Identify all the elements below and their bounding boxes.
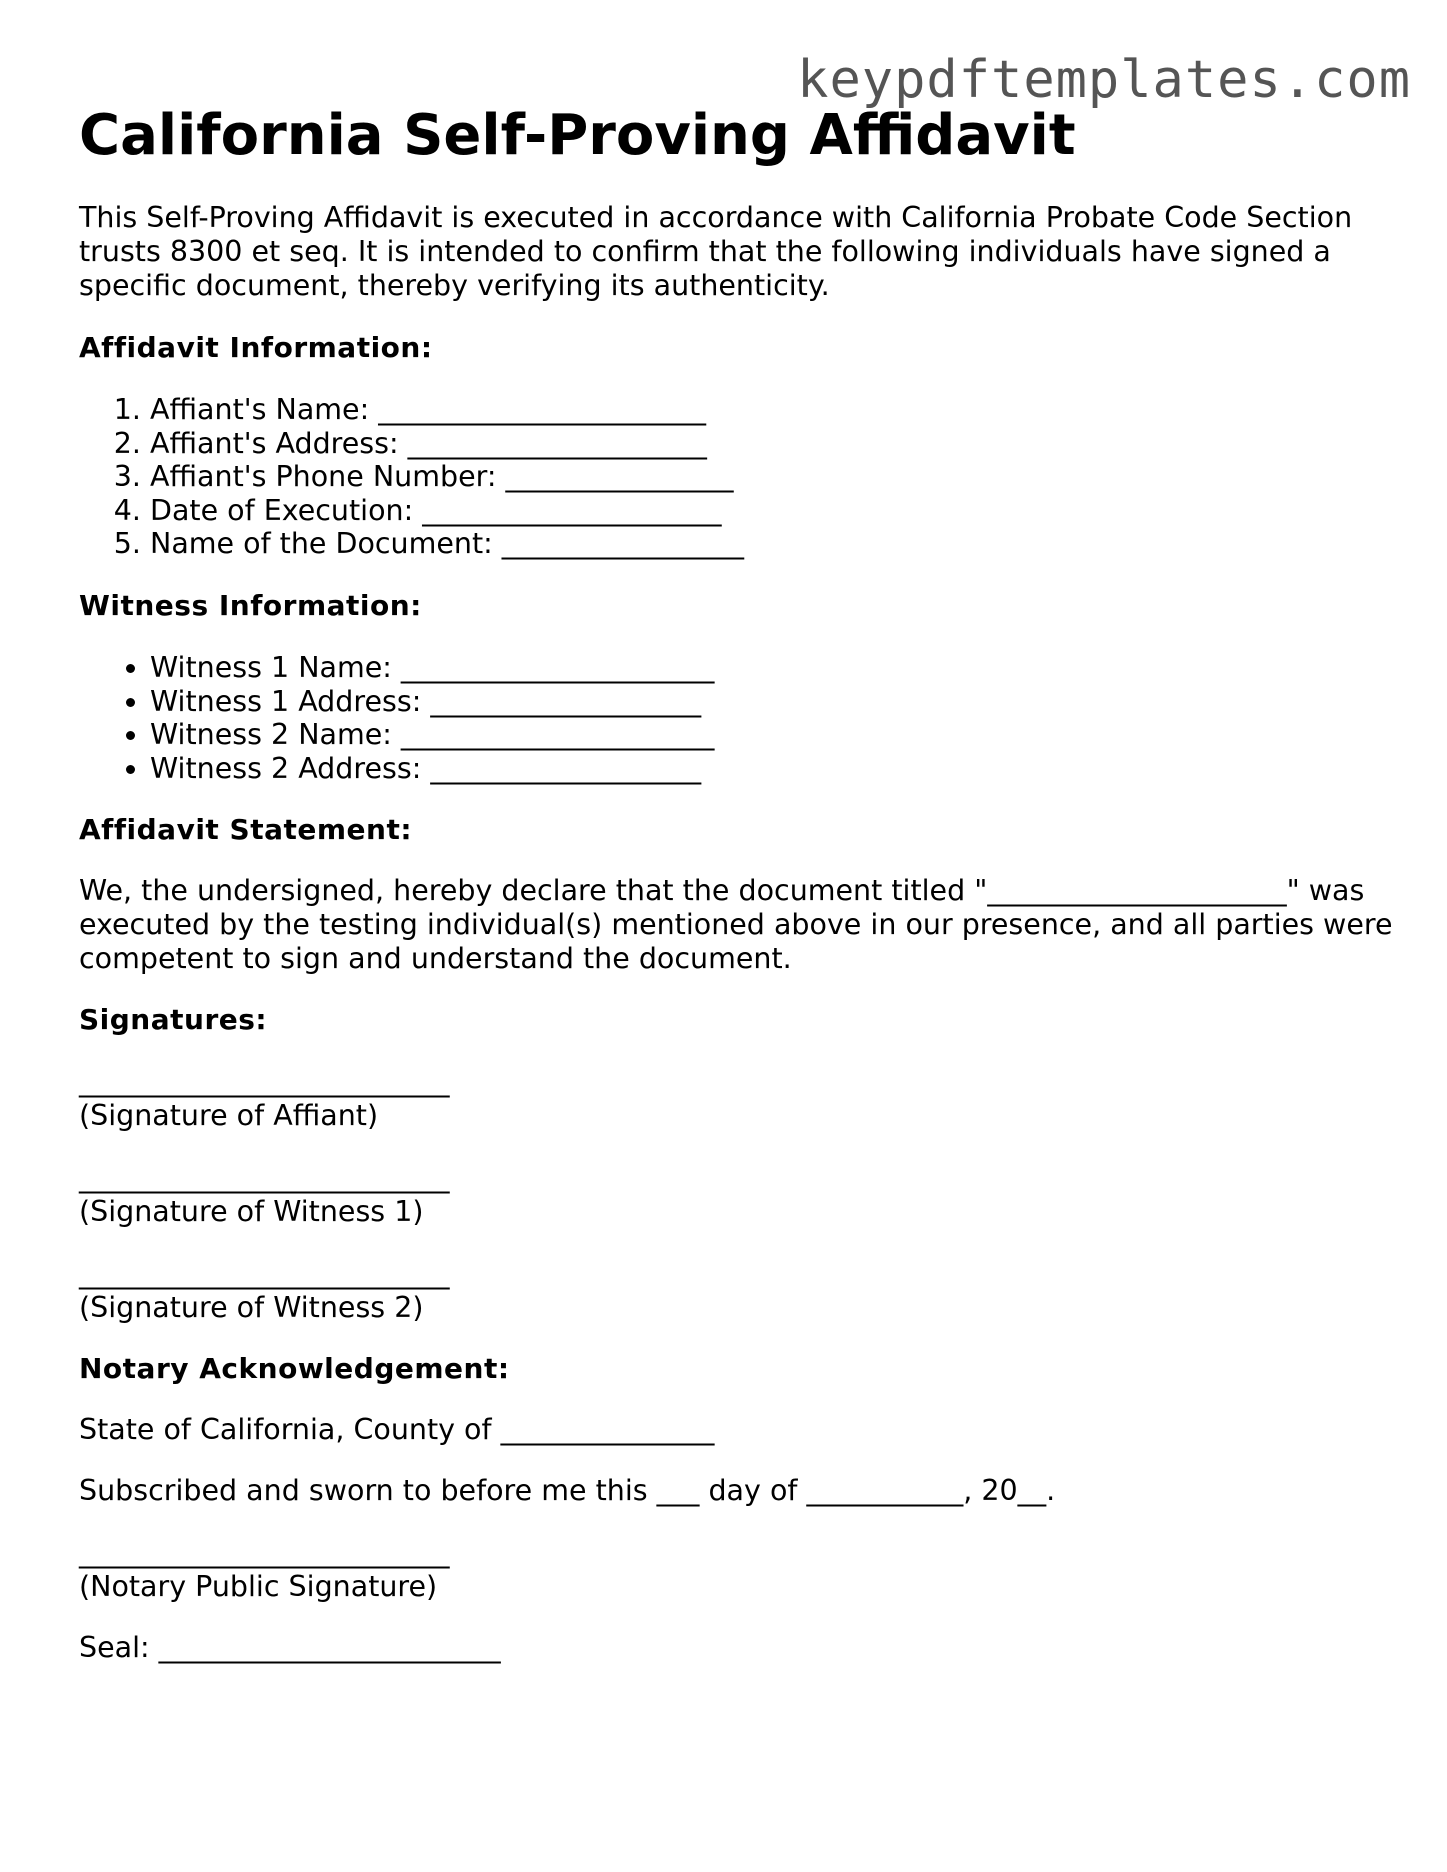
witness-2-name-field[interactable]: • Witness 2 Name: ______________________	[150, 718, 1399, 752]
notary-signature-line[interactable]: __________________________	[79, 1536, 450, 1570]
witness-2-signature-line[interactable]: __________________________	[79, 1257, 450, 1291]
document-name-field[interactable]: 5. Name of the Document: _________________	[150, 527, 1399, 561]
affiant-signature-line[interactable]: __________________________	[79, 1065, 450, 1099]
statement-paragraph: We, the undersigned, hereby declare that the document titled "_____________________" was executed by the testing individual(s) mentioned above in our presence, and all parties were competent to sign and understand the document.	[79, 874, 1393, 976]
affidavit-info-heading: Affidavit Information:	[79, 331, 433, 364]
witness-2-address-field[interactable]: • Witness 2 Address: ___________________	[150, 752, 1399, 786]
witness-2-signature-label: (Signature of Witness 2)	[79, 1291, 424, 1325]
affiant-signature-label: (Signature of Affiant)	[79, 1099, 379, 1133]
affidavit-info-list	[79, 393, 1399, 561]
affiant-signature-block	[79, 1065, 1399, 1133]
notary-sworn-date-field[interactable]: Subscribed and sworn to before me this ___ day of ___________, 20__.	[79, 1474, 1056, 1508]
notary-county-field[interactable]: State of California, County of _______________	[79, 1413, 715, 1447]
intro-paragraph: This Self-Proving Affidavit is executed in accordance with California Probate Code Section trusts 8300 et seq. It is intended to confirm that the following individuals have signed a specific document, thereby verifying its authenticity.	[79, 201, 1353, 302]
witness-1-name-field[interactable]: • Witness 1 Name: ______________________	[150, 651, 1399, 685]
witness-info-list	[79, 651, 1399, 785]
witness-1-signature-block	[79, 1161, 1399, 1229]
page-title: California Self-Proving Affidavit	[79, 103, 1076, 168]
witness-1-address-field[interactable]: • Witness 1 Address: ___________________	[150, 685, 1399, 719]
seal-field[interactable]: Seal: ________________________	[79, 1631, 501, 1665]
notary-signature-label: (Notary Public Signature)	[79, 1570, 438, 1604]
affiant-address-field[interactable]: 2. Affiant's Address: _____________________	[150, 427, 1399, 461]
affiant-name-field[interactable]: 1. Affiant's Name: _______________________	[150, 393, 1399, 427]
execution-date-field[interactable]: 4. Date of Execution: _____________________	[150, 494, 1399, 528]
watermark-text: keypdftemplates.com	[797, 50, 1411, 110]
signatures-heading: Signatures:	[79, 1003, 268, 1037]
affiant-phone-field[interactable]: 3. Affiant's Phone Number: ________________	[150, 460, 1399, 494]
witness-info-heading: Witness Information:	[79, 588, 422, 622]
statement-heading: Affidavit Statement:	[79, 813, 413, 847]
notary-signature-block	[79, 1536, 1399, 1604]
witness-2-signature-block	[79, 1257, 1399, 1325]
document-page	[79, 96, 1399, 1665]
witness-1-signature-line[interactable]: __________________________	[79, 1161, 450, 1195]
notary-heading: Notary Acknowledgement:	[79, 1352, 510, 1386]
witness-1-signature-label: (Signature of Witness 1)	[79, 1195, 424, 1229]
